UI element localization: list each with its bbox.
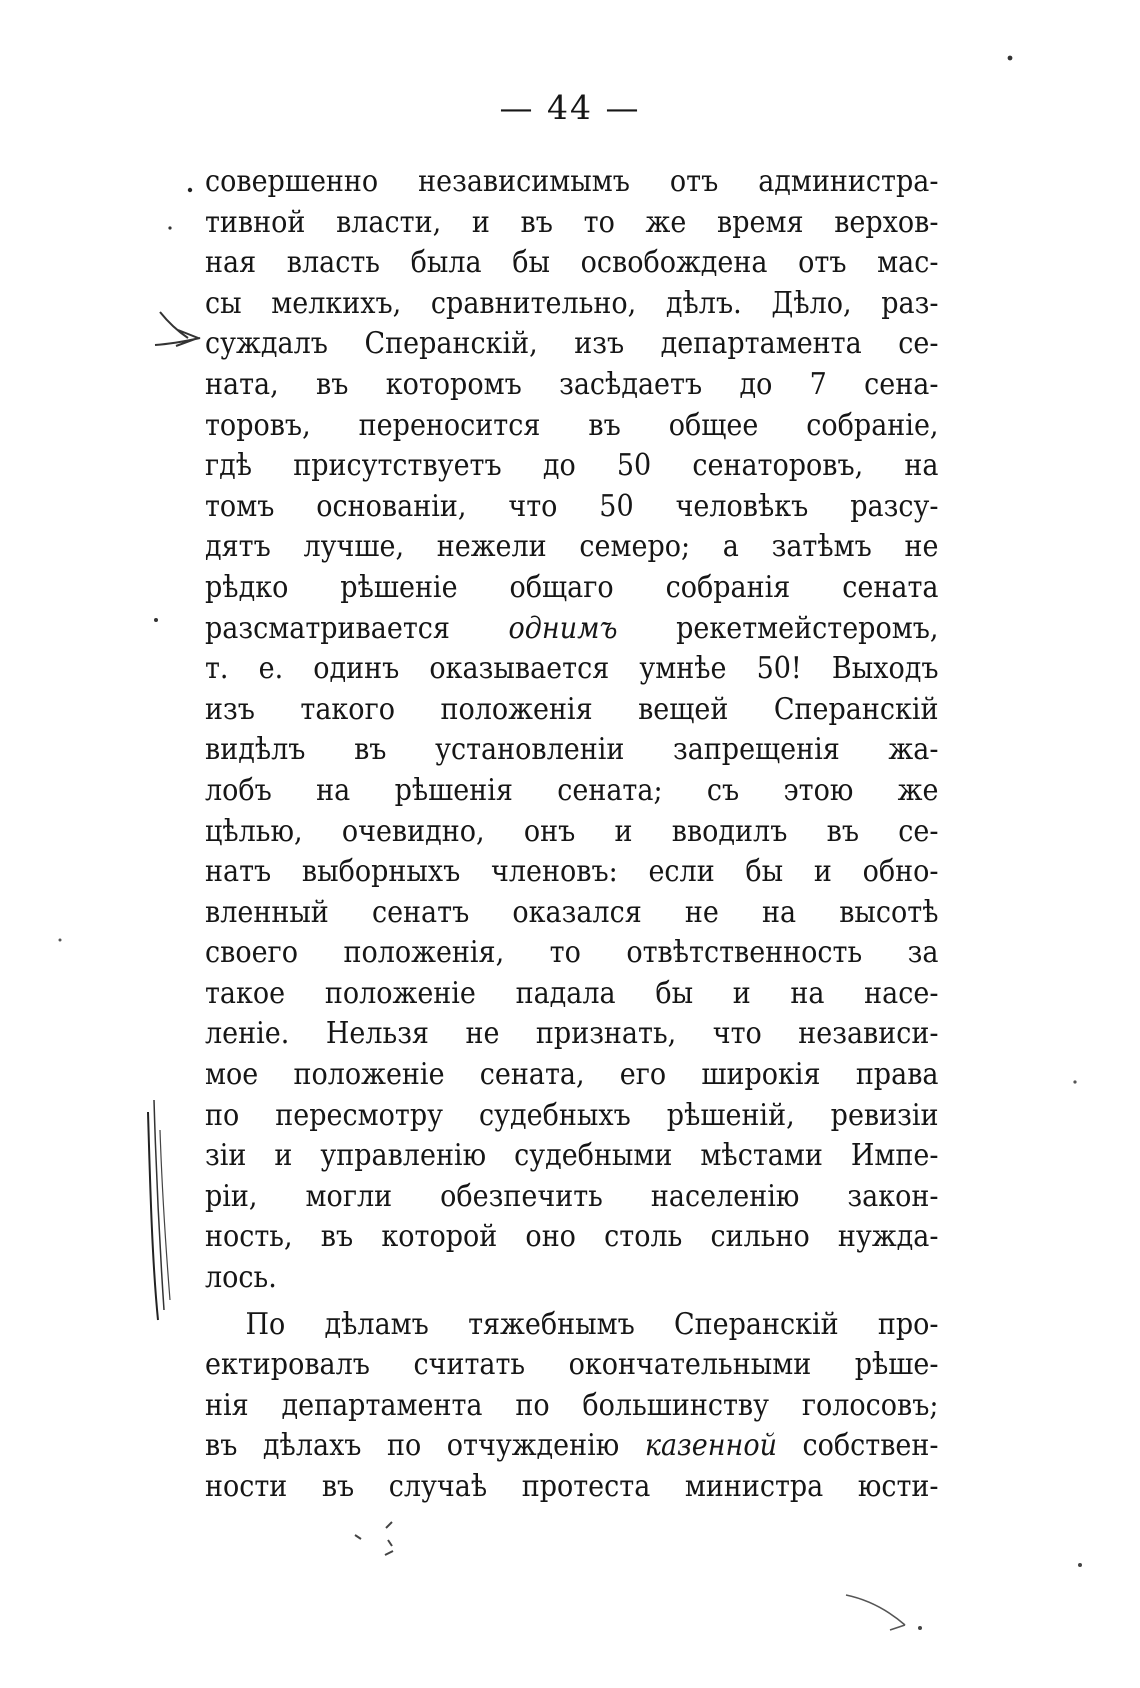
text-segment: собствен- <box>776 1428 939 1464</box>
text-line: ната, въ которомъ засѣдаетъ до 7 сена- <box>205 366 939 402</box>
page-number: — 44 — <box>499 88 641 127</box>
text-line: вленный сенатъ оказался не на высотѣ <box>205 894 939 930</box>
margin-vertical-line <box>148 1112 158 1320</box>
text-line: видѣлъ въ установленіи запрещенія жа- <box>205 732 939 768</box>
text-line: такое положеніе падала бы и на насе- <box>205 975 939 1011</box>
margin-vertical-line <box>154 1100 164 1310</box>
text-line: натъ выборныхъ членовъ: если бы и обно- <box>205 854 939 890</box>
text-line: торовъ, переносится въ общее собраніе, <box>205 407 939 443</box>
text-line: дятъ лучше, нежели семеро; а затѣмъ не <box>205 529 939 565</box>
ink-speck <box>188 188 192 192</box>
text-line: нія департамента по большинству голосовъ; <box>205 1387 939 1423</box>
ink-speck <box>1008 56 1013 61</box>
text-line: ность, въ которой оно столь сильно нужда- <box>205 1219 939 1255</box>
text-line: гдѣ присутствуетъ до 50 сенаторовъ, на <box>205 448 939 484</box>
text-line: изъ такого положенія вещей Сперанскій <box>205 691 939 727</box>
margin-arrow-mark <box>155 312 200 346</box>
text-line: цѣлью, очевидно, онъ и вводилъ въ се- <box>205 813 939 849</box>
text-line: тивной власти, и въ то же время верхов- <box>205 204 939 240</box>
margin-vertical-line <box>160 1130 170 1300</box>
text-line <box>205 1426 939 1467</box>
text-line: лось. <box>205 1260 277 1296</box>
ink-speck <box>154 618 158 622</box>
text-line: ная власть была бы освобождена отъ мас- <box>205 245 939 281</box>
bottom-scribble <box>355 1522 393 1555</box>
text-line: зіи и управленію судебными мѣстами Импе- <box>205 1138 939 1174</box>
text-line: ности въ случаѣ протеста министра юсти- <box>205 1469 939 1504</box>
text-line: По дѣламъ тяжебнымъ Сперанскій про- <box>245 1306 939 1342</box>
text-line: своего положенія, то отвѣтственность за <box>205 935 939 971</box>
bottom-scribble <box>846 1595 905 1630</box>
text-line: леніе. Нельзя не признать, что независи- <box>205 1016 939 1052</box>
text-segment: въ дѣлахъ по отчужденію <box>205 1428 645 1464</box>
text-line: суждалъ Сперанскій, изъ департамента се- <box>205 326 939 362</box>
ink-speck <box>918 1626 922 1630</box>
text-segment: разсматривается <box>205 610 509 646</box>
text-line: ектировалъ считать окончательными рѣше- <box>205 1347 939 1383</box>
ink-speck <box>1078 1563 1082 1567</box>
body-text <box>205 162 939 1508</box>
ink-speck <box>59 939 62 942</box>
text-line: сы мелкихъ, сравнительно, дѣлъ. Дѣло, раз- <box>205 285 939 321</box>
text-line: мое положеніе сената, его широкія права <box>205 1057 939 1093</box>
ink-speck <box>1073 1080 1076 1083</box>
text-line: т. е. одинъ оказывается умнѣе 50! Выходъ <box>205 651 939 687</box>
ink-speck <box>168 226 171 229</box>
text-line: совершенно независимымъ отъ администра- <box>205 164 939 199</box>
text-line: ріи, могли обезпечить населенію закон- <box>205 1178 939 1214</box>
text-line: по пересмотру судебныхъ рѣшеній, ревизіи <box>205 1097 939 1133</box>
italic-word: казенной <box>644 1428 777 1464</box>
text-line <box>205 609 939 650</box>
text-line: томъ основаніи, что 50 человѣкъ разсу- <box>205 488 939 524</box>
text-line: лобъ на рѣшенія сената; съ этою же <box>205 772 939 808</box>
italic-word: однимъ <box>508 610 618 646</box>
text-line: рѣдко рѣшеніе общаго собранія сената <box>205 569 939 605</box>
text-segment: рекетмейстеромъ, <box>617 610 939 646</box>
